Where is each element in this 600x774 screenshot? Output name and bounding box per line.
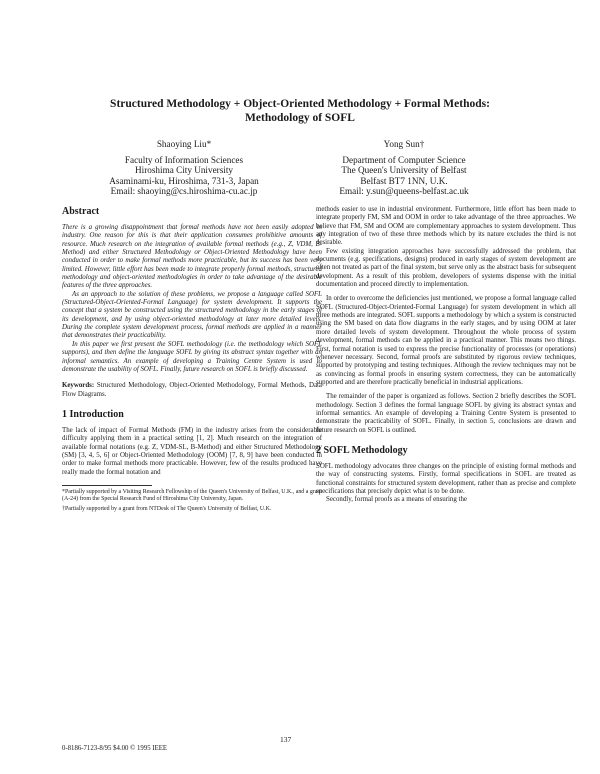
author-block-1	[84, 139, 284, 197]
isbn-footer: 0-8186-7123-8/95 $4.00 © 1995 IEEE	[62, 745, 168, 752]
body-paragraph: Few existing integration approaches have successfully addressed the problem, that documents (e.g. specifications, designs) produced in early stages of system development are often not treated as part of the final system, but serve only as the abstract basis for subsequent development. As a result of this problem, developers of systems dispense with the initial documentation and proceed directly to implementation.	[316, 247, 576, 289]
abstract-heading: Abstract	[62, 206, 100, 217]
body-paragraph: SOFL methodology advocates three changes on the principle of existing formal methods and the way of constructing systems. Firstly, formal specifications in SOFL are treated as functional constraints for structured system development, rather than as precise and complete specifications that precisely depict what is to be done.	[316, 462, 576, 495]
author-email: Email: shaoying@cs.hiroshima-cu.ac.jp	[110, 186, 258, 197]
body-paragraph: The remainder of the paper is organized as follows. Section 2 briefly describes the SOFL methodology. Section 3 defines the formal language SOFL by giving its abstract syntax and informal semantics. An example of developing a Training Centre System is presented to demonstrate the practicability of SOFL. Finally, in section 5, conclusions are drawn and future research on SOFL is outlined.	[316, 393, 576, 434]
right-column	[316, 206, 576, 505]
author-affiliation: The Queen's University of Belfast	[341, 165, 467, 176]
abstract-body	[62, 224, 322, 374]
page-number: 137	[280, 735, 292, 744]
abstract-paragraph: There is a growing disappointment that formal methods have not been easily adopted in industry. One reason for this is that their application consumes prohibitive amounts of resource. Much research on the integration of available formal methods (e.g., Z, VDM, B-Method) and either Structured Methodology or Object-Oriented Methodology have been conducted in order to make formal methods more practicable, but its success has been very limited. However, little effort has been made to integrate properly formal methods, structured methodology and object-oriented methodologies in order to take advantage of the desirable features of the three approaches.	[62, 224, 322, 290]
author-affiliation: Faculty of Information Sciences	[124, 154, 244, 165]
author-name: Shaoying Liu*	[156, 139, 212, 149]
body-paragraph: methods easier to use in industrial environment. Furthermore, little effort has been made to integrate properly FM, SM and OOM in order to take advantage of the three approaches. We believe that FM, SM and OOM are complementary approaches to system development. Thus any integration of two of these three methods which by its nature excludes the third is not desirable.	[316, 206, 576, 247]
author-address: Belfast BT7 1NN, U.K.	[360, 175, 448, 186]
author-address: Asaminami-ku, Hiroshima, 731-3, Japan	[109, 175, 259, 186]
author-name: Yong Sun†	[383, 139, 425, 149]
footnote: *Partially supported by a Visiting Research Fellowship of the Queen's University of Belfast, U.K., and a grant (A-24) from the Special Research Fund of Hiroshima City University, Japan.	[62, 488, 322, 502]
keywords-text: Structured Methodology, Object-Oriented Methodology, Formal Methods, Data Flow Diagrams.	[62, 382, 322, 398]
author-affiliation: Department of Computer Science	[342, 154, 466, 165]
keywords-label: Keywords:	[62, 382, 95, 390]
body-paragraph: In order to overcome the deficiencies just mentioned, we propose a formal language called SOFL (Structured-Object-Oriented-Formal Language) for system development in which all three methods are integrated. SOFL supports a methodology by which a system is constructed using the SM based on data flow diagrams in the early stages, and by using OOM at later more detailed levels of system development. Throughout the whole process of system development, formal methods can be applied in a practical manner. This means two things. First, formal notation is used to express the precise functionality of processes (or operations) whenever necessary. Second, formal proofs are substituted by rigorous review techniques, supported by prototyping and testing techniques. Although the review techniques may not be as convincing as formal proofs in ensuring system correctness, they can be automatically supported and are therefore practically beneficial in industrial applications.	[316, 295, 576, 386]
footnote: †Partially supported by a grant from NTDesk of The Queen's University of Belfast, U.K.	[62, 505, 272, 512]
author-email: Email: y.sun@queens-belfast.ac.uk	[339, 186, 469, 197]
author-affiliation: Hiroshima City University	[135, 165, 233, 176]
intro-paragraph: The lack of impact of Formal Methods (FM) in the industry arises from the considerable difficulty applying them in a practical setting [1, 2]. Much research on the integration of available formal notations (e.g. Z, VDM-SL, B-Method) and either Structured Methodology (SM) [3, 4, 5, 6] or Object-Oriented Methodology (OOM) [7, 8, 9] have been conducted in order to make formal methods more practicable. However, few of the results produced have really made the formal notation and	[62, 426, 322, 476]
left-column	[62, 206, 322, 513]
abstract-paragraph: In this paper we first present the SOFL methodology (i.e. the methodology which SOFL supports), and then define the language SOFL by giving its abstract syntax together with an informal semantics. An example of developing a Training Centre System is used to demonstrate the usability of SOFL. Finally, future research on SOFL is briefly discussed.	[62, 340, 322, 373]
keywords	[62, 382, 322, 399]
author-block-2	[304, 139, 504, 197]
paper-title-line2: Methodology of SOFL	[245, 112, 355, 124]
body-paragraph: Secondly, formal proofs as a means of ensuring the	[326, 496, 467, 504]
footnote-rule	[62, 485, 152, 486]
section-heading-introduction: 1 Introduction	[62, 408, 124, 420]
abstract-paragraph: As an approach to the solution of these problems, we propose a language called SOFL (Structured-Object-Oriented-Formal Language) for system development. It supports the concept that a system be constructed using the structured methodology in the early stages of its development, and by using object-oriented methodology at later more detailed levels. During the complete system development process, formal methods are applied in a manner that demonstrates their practicability.	[62, 290, 322, 340]
section-heading-sofl-methodology: 2 SOFL Methodology	[316, 444, 408, 456]
paper-title-line1: Structured Methodology + Object-Oriented Methodology + Formal Methods:	[110, 98, 490, 110]
